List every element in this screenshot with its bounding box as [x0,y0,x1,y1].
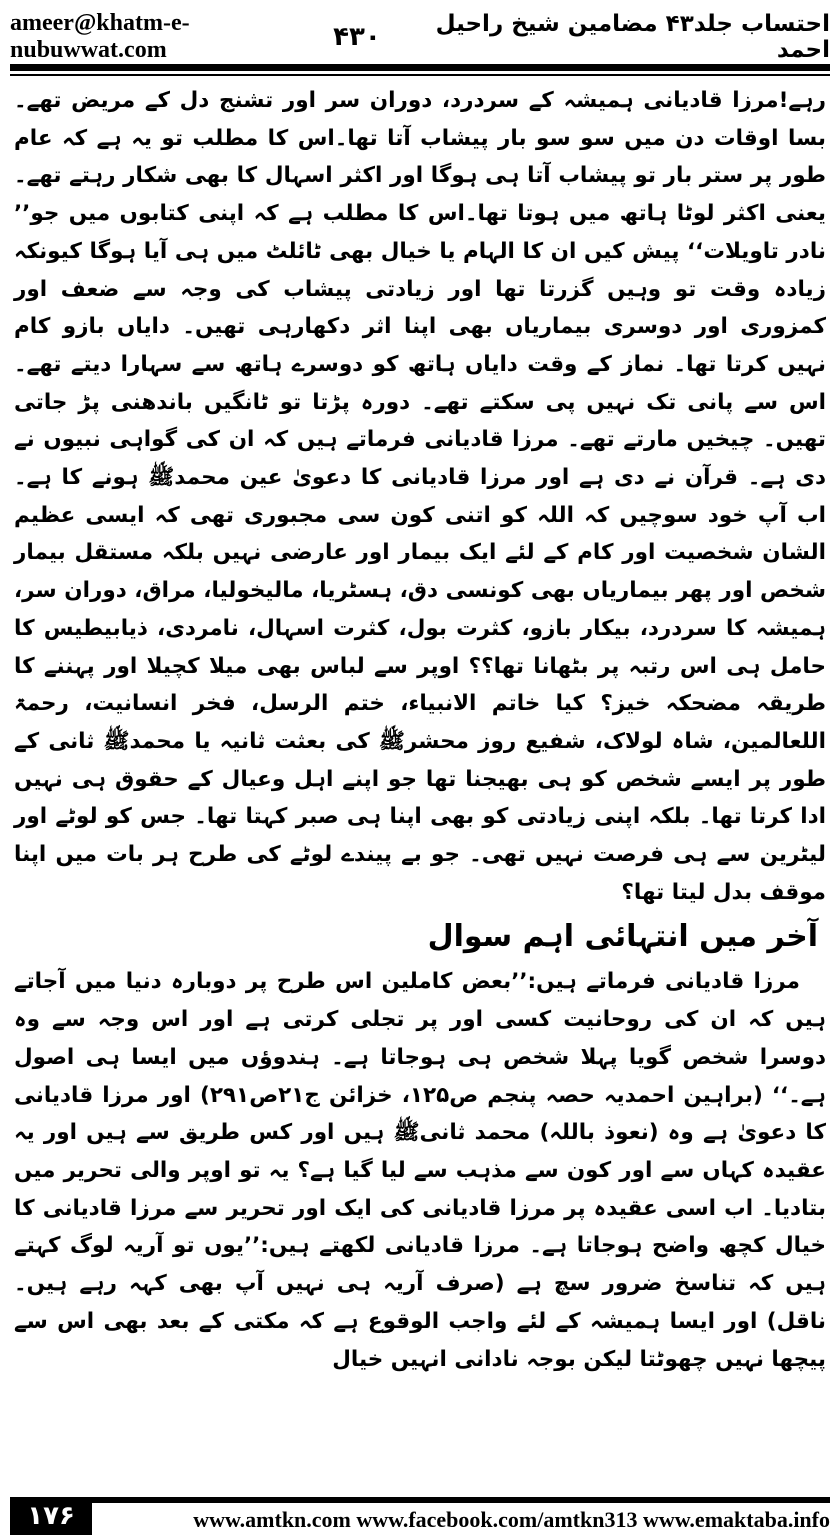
section-heading: آخر میں انتہائی اہم سوال [427,919,818,955]
body-paragraph-2: مرزا قادیانی فرماتے ہیں:’’بعض کاملین اس طرح پر دوبارہ دنیا میں آجاتے ہیں کہ ان کی روحانیت کسی اور پر تجلی کرتی ہے اور اس وجہ سے وہ دوسرا شخص گویا پہلا شخص ہی ہوجاتا ہے۔ ہندوؤں میں ایسا ہی اصول ہے۔‘‘ (براہین احمدیہ حصہ پنجم ص۱۲۵، خزائن ج۲۱ص۲۹۱) اور مرزا قادیانی کا دعویٰ ہے وہ (نعوذ باللہ) محمد ثانیﷺ ہیں اور کس طریق سے ہیں اور یہ عقیدہ کہاں سے اور کون سے مذہب سے لیا گیا ہے؟ یہ تو اوپر والی تحریر میں بتادیا۔ اب اسی عقیدہ پر مرزا قادیانی کی ایک اور تحریر سے مرزا قادیانی کا خیال کچھ واضح ہوجاتا ہے۔ مرزا قادیانی لکھتے ہیں:’’یوں تو آریہ لوگ کہتے ہیں کہ تناسخ ضرور سچ ہے (صرف آریہ ہی نہیں آپ بھی کہہ رہے ہیں۔ ناقل) اور ایسا ہمیشہ کے لئے واجب الوقوع ہے کہ مکتی کے بعد بھی اس سے پیچھا نہیں چھوٹتا لیکن بوجہ نادانی انہیں خیال [14,969,826,1372]
footer-links: www.amtkn.com www.facebook.com/amtkn313 www.emaktaba.info [193,1507,830,1532]
header-email: ameer@khatm-e-nubuwwat.com [10,10,190,63]
body-paragraph-1: رہے!مرزا قادیانی ہمیشہ کے سردرد، دوران سر اور تشنج دل کے مریض تھے۔ بسا اوقات دن میں سو سو بار پیشاب آتا تھا۔اس کا مطلب تو یہ ہے کہ عام طور پر ستر بار تو پیشاب آتا ہی ہوگا اور اکثر اسہال کا بھی شکار رہتے تھے۔یعنی اکثر لوٹا ہاتھ میں ہوتا تھا۔اس کا مطلب ہے کہ اپنی کتابوں میں جو’’ نادر تاویلات‘‘ پیش کیں ان کا الہام یا خیال بھی ٹائلٹ میں ہی آیا ہوگا کیونکہ زیادہ وقت تو وہیں گزرتا تھا اور زیادتی پیشاب کی وجہ سے ضعف اور کمزوری اور دوسری بیماریاں بھی اپنا اثر دکھارہی تھیں۔ دایاں بازو کام نہیں کرتا تھا۔ نماز کے وقت دایاں ہاتھ کو دوسرے ہاتھ سے سہارا دیتے تھے۔ اس سے پانی تک نہیں پی سکتے تھے۔ دورہ پڑتا تو ٹانگیں باندھنی پڑ جاتی تھیں۔ چیخیں مارتے تھے۔ مرزا قادیانی فرماتے ہیں کہ ان کی گواہی نبیوں نے دی ہے۔ قرآن نے دی ہے اور مرزا قادیانی کا دعویٰ عین محمدﷺ ہونے کا ہے۔ اب آپ خود سوچیں کہ اللہ کو اتنی کون سی مجبوری تھی کہ ایسی عظیم الشان شخصیت اور کام کے لئے ایک بیمار اور عارضی نہیں بلکہ مستقل بیمار شخص اور پھر بیماریاں بھی کونسی دق، ہسٹریا، مالیخولیا، مراق، دوران سر، ہمیشہ کا سردرد، بیکار بازو، کثرت بول، کثرت اسہال، نامردی، ذیابیطیس کا حامل ہی اس رتبہ پر بٹھانا تھا؟؟ اوپر سے لباس بھی میلا کچیلا اور پہننے کا طریقہ مضحکہ خیز؟ کیا خاتم الانبیاء، ختم الرسل، فخر انسانیت، رحمۃ اللعالمین، شاہ لولاک، شفیع روز محشرﷺ کی بعثت ثانیہ یا محمدﷺ ثانی کے طور پر ایسے شخص کو ہی بھیجنا تھا جو اپنے اہل وعیال کے حقوق ہی نہیں ادا کرتا تھا۔ بلکہ اپنی زیادتی کو بھی اپنا ہی صبر کہتا تھا۔ جس کو لوٹے اور لیٹرین سے ہی فرصت نہیں تھی۔ جو بے پیندے لوٹے کی طرح ہر بات میں اپنا موقف بدل لیتا تھا؟ [14,88,826,905]
header-page-number: ۴۳۰ [333,22,381,52]
header-title-group [333,11,830,63]
footer-page-number: ۱۷۶ [10,1497,92,1535]
page-header [10,12,830,62]
header-rule-thin [10,74,830,76]
header-rule [10,64,830,71]
page-body [14,82,826,1378]
book-title: احتساب جلد۴۳ مضامین شیخ راحیل احمد [435,11,830,63]
